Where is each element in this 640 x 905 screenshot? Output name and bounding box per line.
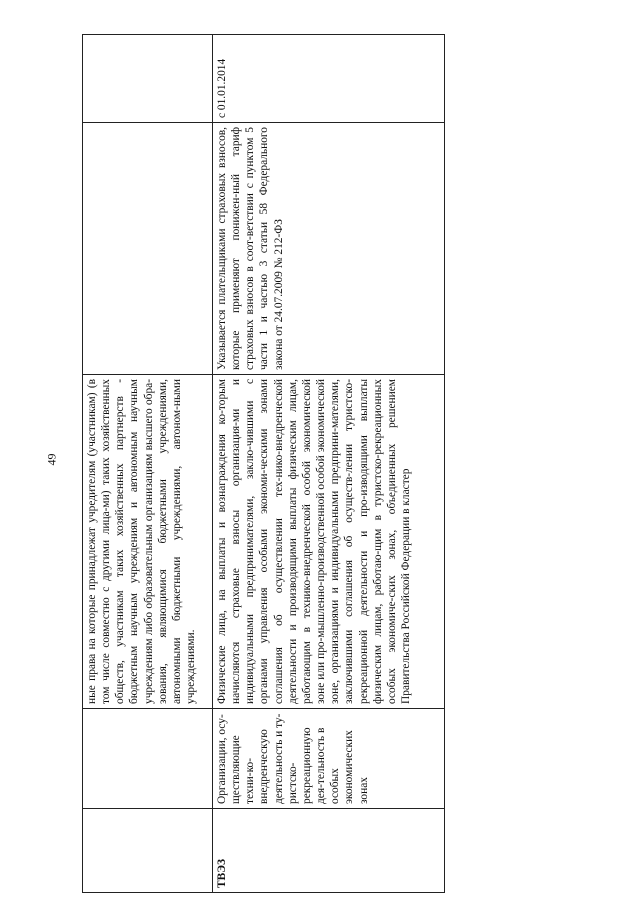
- description-cell: Физические лица, на выплаты и вознаграждения ко-торым начисляются страховые взносы организация-ми и индивидуальными предпринимателями, заклю-чившими с органами управления особыми экономи-ческими зонами соглашения об осуществлении тех-нико-внедренческой деятельности и производящими выплаты физическим лицам, работающим в технико-внедренческой особой экономической зоне или про-мышленно-производственной особой экономической зоне, организациями и индивидуальными предприни-мателями, заключившими соглашения об осуществ-лении туристско-рекреационной деятельности и про-изводящими выплаты физическим лицам, работаю-щим в туристско-рекреационных особых экономиче-ских зонах, объединенных решением Правительства Российской Федерации в кластер: [213, 375, 445, 709]
- codes-table: [82, 34, 445, 893]
- code-cell: [83, 809, 213, 893]
- page-number: 49: [44, 453, 59, 466]
- date-cell: с 01.01.2014: [213, 35, 445, 123]
- note-cell: [83, 123, 213, 375]
- table-row: [213, 35, 445, 893]
- name-cell: [83, 709, 213, 809]
- table-row: [83, 35, 213, 893]
- name-cell: Организации, осу-ществляющие техни-ко-внедренческую деятельность и ту-ристско-рекреационную дея-тельность в особых экономических зонах: [213, 709, 445, 809]
- date-cell: [83, 35, 213, 123]
- description-cell: ные права на которые принадлежат учредителям (участникам) (в том числе совместно с другими лица-ми) таких хозяйственных обществ, участникам таких хозяйственных партнерств - бюджетным научным учреждениям и автономным научным учреждениям либо образовательным организациям высшего обра-зования, являющимися бюджетными учреждениями, автономными бюджетными учреждениями, автоном-ными учреждениями.: [83, 375, 213, 709]
- note-cell: Указывается плательщиками страховых взносов, которые применяют понижен-ный тариф страховых взносов в соот-ветствии с пунктом 5 части 1 и частью 3 статьи 58 Федерального закона от 24.07.2009 № 212-ФЗ: [213, 123, 445, 375]
- code-cell: ТВЭЗ: [213, 809, 445, 893]
